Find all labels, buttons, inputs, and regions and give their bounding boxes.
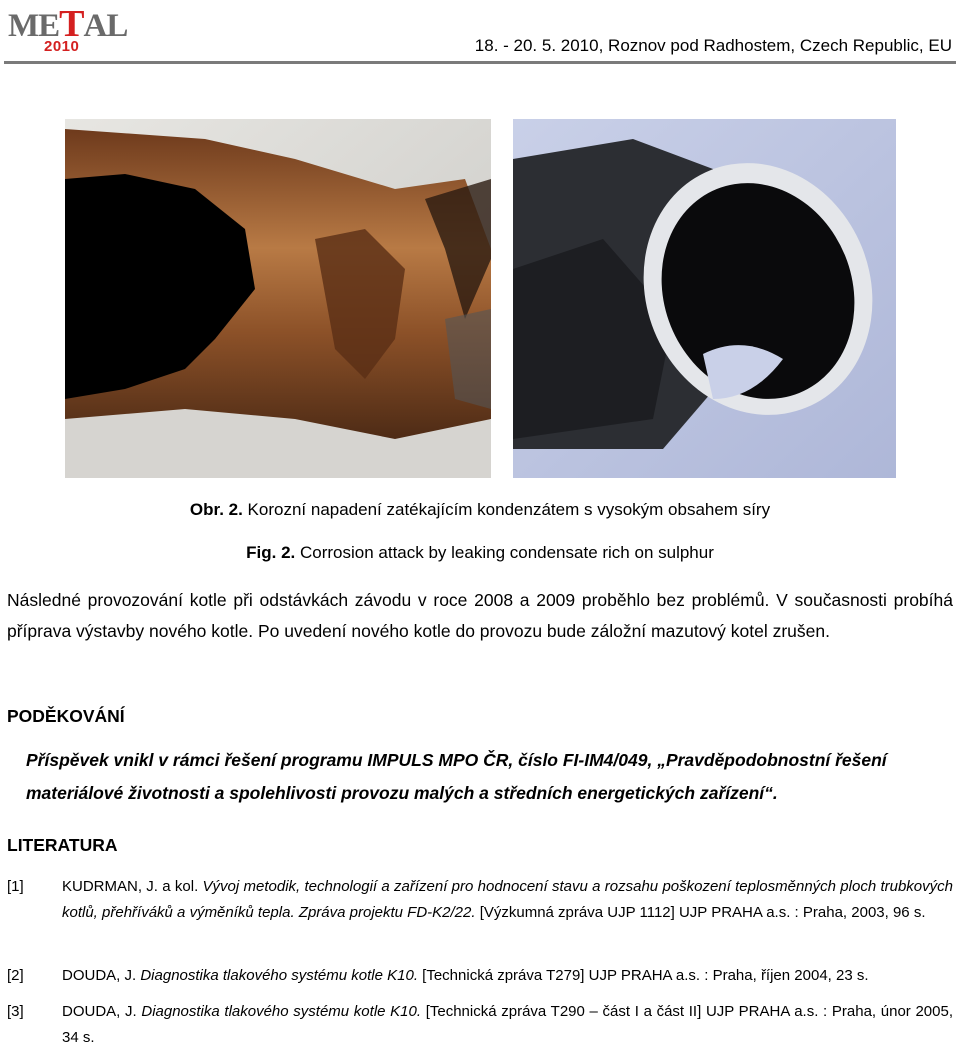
metal-2010-logo bbox=[8, 3, 128, 58]
figure-caption-en-text: Corrosion attack by leaking condensate rich on sulphur bbox=[295, 543, 714, 562]
acknowledgement-heading: PODĚKOVÁNÍ bbox=[7, 706, 125, 726]
reference-authors: DOUDA, J. bbox=[62, 1003, 142, 1020]
figure-caption-cz bbox=[0, 500, 960, 520]
reference-number: [3] bbox=[7, 1003, 24, 1020]
reference-details: [Technická zpráva T290 – část I a část II] UJP PRAHA a.s. : Praha, únor 2005, 34 s. bbox=[62, 1003, 953, 1046]
conference-info: 18. - 20. 5. 2010, Roznov pod Radhostem, Czech Republic, EU bbox=[474, 36, 952, 55]
literature-heading: LITERATURA bbox=[7, 835, 118, 855]
reference-item bbox=[7, 999, 953, 1051]
reference-item bbox=[7, 963, 953, 989]
photo-corroded-pipe-rusty bbox=[65, 119, 491, 478]
reference-details: [Technická zpráva T279] UJP PRAHA a.s. : Praha, říjen 2004, 23 s. bbox=[418, 967, 869, 984]
reference-authors: KUDRMAN, J. a kol. bbox=[62, 878, 203, 895]
logo-year: 2010 bbox=[44, 38, 80, 55]
figure-caption-en-label: Fig. 2. bbox=[246, 543, 296, 562]
photo-pipe-cross-section bbox=[513, 119, 896, 478]
acknowledgement-text: Příspěvek vnikl v rámci řešení programu IMPULS MPO ČR, číslo FI-IM4/049, „Pravděpodobnostní řešení materiálové životnosti a spolehlivosti provozu malých a středních energetických zařízení“. bbox=[26, 750, 887, 803]
figure-caption-cz-text: Korozní napadení zatékajícím kondenzátem s vysokým obsahem síry bbox=[242, 500, 771, 519]
reference-item bbox=[7, 874, 953, 926]
logo-part-t: T bbox=[59, 3, 84, 45]
reference-authors: DOUDA, J. bbox=[62, 967, 141, 984]
figure-caption-en bbox=[0, 543, 960, 563]
figure-caption-cz-label: Obr. 2. bbox=[189, 500, 243, 519]
reference-number: [1] bbox=[7, 878, 24, 895]
body-paragraph: Následné provozování kotle při odstávkách závodu v roce 2008 a 2009 proběhlo bez problémů. V současnosti probíhá příprava výstavby nového kotle. Po uvedení nového kotle do provozu bude záložní mazutový kotel zrušen. bbox=[7, 590, 953, 641]
reference-title: Diagnostika tlakového systému kotle K10. bbox=[140, 967, 418, 984]
logo-part-me: ME bbox=[8, 8, 60, 44]
reference-title: Diagnostika tlakového systému kotle K10. bbox=[141, 1003, 422, 1020]
reference-title: Vývoj metodik, technologií a zařízení pro hodnocení stavu a rozsahu poškození teplosměnných ploch trubkových kotlů, přehříváků a výměníků tepla. Zpráva projektu FD-K2/22. bbox=[62, 878, 953, 921]
reference-number: [2] bbox=[7, 967, 24, 984]
logo-part-al: AL bbox=[83, 8, 128, 44]
header-rule bbox=[4, 61, 956, 64]
reference-details: [Výzkumná zpráva UJP 1112] UJP PRAHA a.s. : Praha, 2003, 96 s. bbox=[475, 904, 926, 921]
